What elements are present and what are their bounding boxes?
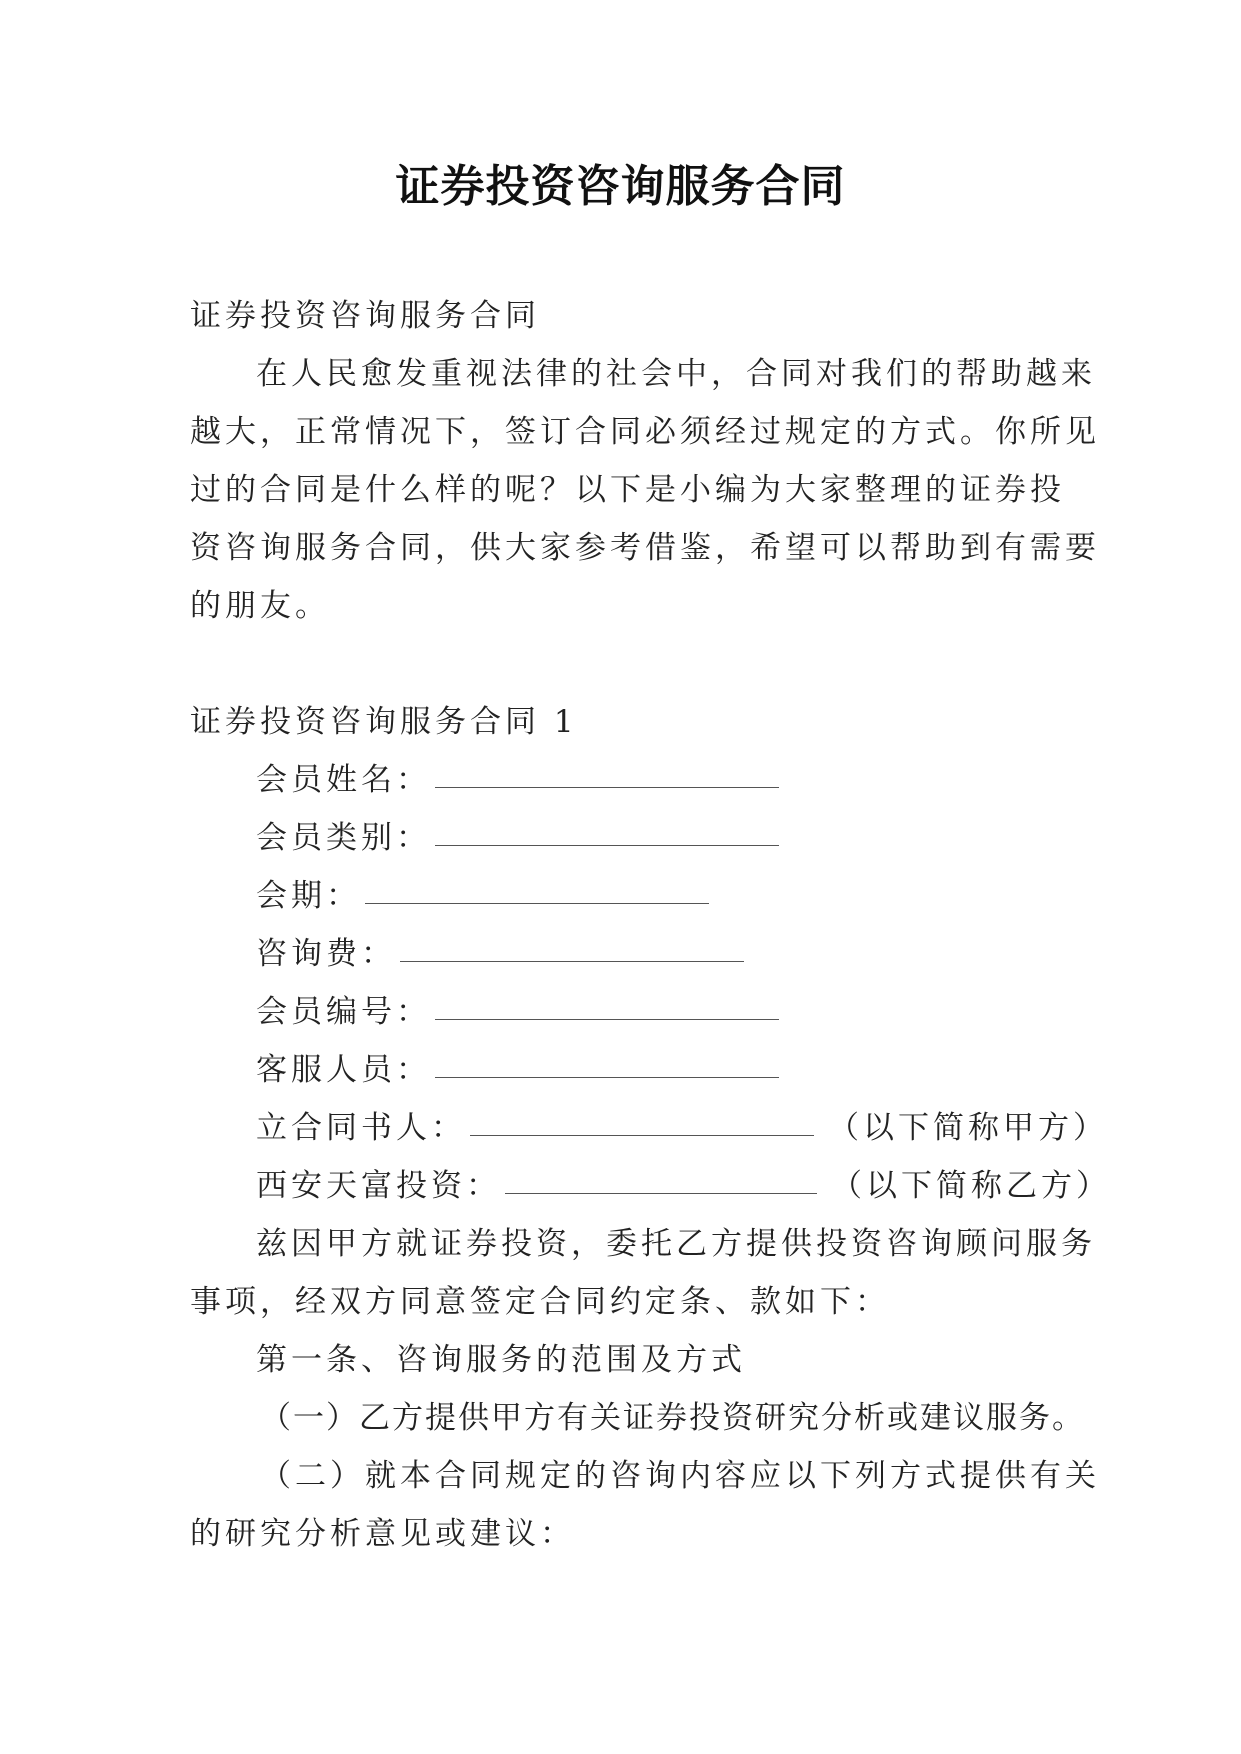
clause-intro-line-1: 兹因甲方就证券投资，委托乙方提供投资咨询顾问服务 <box>256 1226 1096 1262</box>
fill-in-blank[interactable] <box>435 757 779 788</box>
field-label: 会员姓名： <box>256 762 431 798</box>
field-label: 会期： <box>256 878 361 914</box>
fill-in-blank[interactable] <box>435 989 779 1020</box>
document-title: 证券投资咨询服务合同 <box>395 161 846 212</box>
field-member-type <box>190 809 1050 867</box>
fill-in-blank[interactable] <box>365 873 709 904</box>
field-consulting-fee <box>190 925 1050 983</box>
document-body <box>190 287 1111 1563</box>
field-service-staff <box>190 1041 1050 1099</box>
field-party-b <box>190 1157 1111 1215</box>
field-label: 咨询费： <box>256 936 396 972</box>
article-1-item-2-line-1: （二）就本合同规定的咨询内容应以下列方式提供有关 <box>260 1458 1100 1494</box>
field-label: 立合同书人： <box>256 1110 466 1146</box>
field-label: 会员类别： <box>256 820 431 856</box>
fill-in-blank[interactable] <box>470 1105 814 1136</box>
fill-in-blank[interactable] <box>400 931 744 962</box>
article-1-item-1: （一）乙方提供甲方有关证券投资研究分析或建议服务。 <box>260 1400 1085 1436</box>
field-member-name <box>190 751 1050 809</box>
intro-line-1: 在人民愈发重视法律的社会中，合同对我们的帮助越来 <box>256 356 1096 392</box>
document-subtitle: 证券投资咨询服务合同 <box>190 298 540 334</box>
intro-line-3: 过的合同是什么样的呢？以下是小编为大家整理的证券投 <box>190 472 1065 508</box>
field-term <box>190 867 1050 925</box>
clause-intro-line-2: 事项，经双方同意签定合同约定条、款如下： <box>190 1284 890 1320</box>
field-note: （以下简称甲方） <box>828 1110 1108 1146</box>
field-member-number <box>190 983 1050 1041</box>
field-label: 西安天富投资： <box>256 1168 501 1204</box>
field-note: （以下简称乙方） <box>831 1168 1111 1204</box>
article-1-item-2-line-2: 的研究分析意见或建议： <box>190 1516 575 1552</box>
fill-in-blank[interactable] <box>505 1163 817 1194</box>
field-party-a <box>190 1099 1108 1157</box>
section-heading: 证券投资咨询服务合同 1 <box>190 704 578 740</box>
intro-line-5: 的朋友。 <box>190 588 330 624</box>
field-label: 会员编号： <box>256 994 431 1030</box>
article-1-heading: 第一条、咨询服务的范围及方式 <box>256 1342 746 1378</box>
intro-line-4: 资咨询服务合同，供大家参考借鉴，希望可以帮助到有需要 <box>190 530 1100 566</box>
field-label: 客服人员： <box>256 1052 431 1088</box>
fill-in-blank[interactable] <box>435 1047 779 1078</box>
intro-line-2: 越大，正常情况下，签订合同必须经过规定的方式。你所见 <box>190 414 1100 450</box>
spacer <box>190 635 1050 693</box>
fill-in-blank[interactable] <box>435 815 779 846</box>
